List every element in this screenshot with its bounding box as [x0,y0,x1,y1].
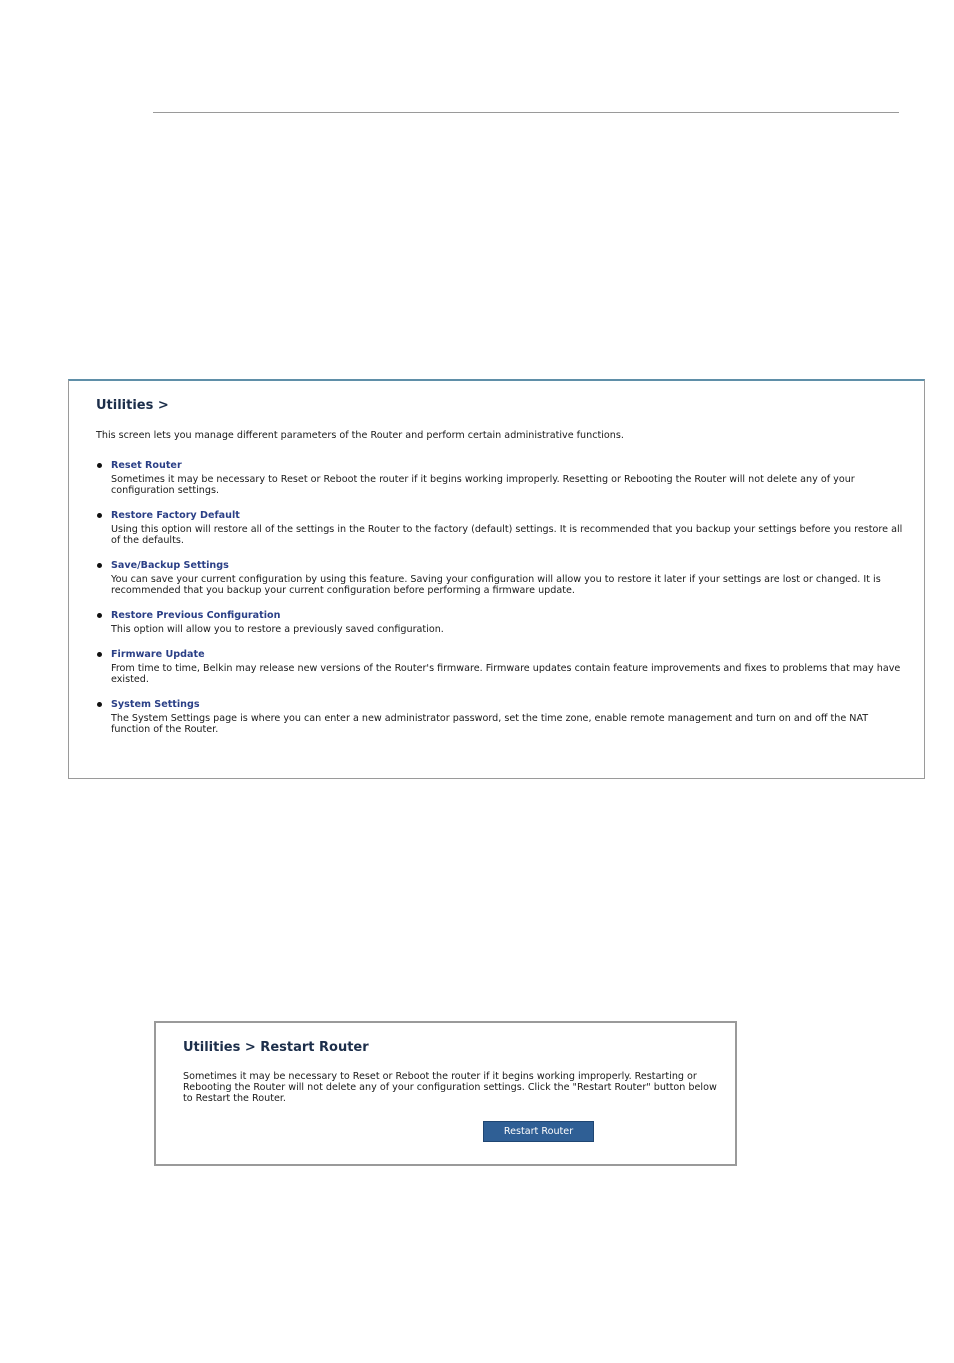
restore-factory-default-description: Using this option will restore all of the settings in the Router to the factory (default) settings. It is recommended that you backup your settings before you restore all of the defaults. [111,524,903,546]
utilities-list [96,460,904,735]
bullet-icon [97,513,102,518]
restart-router-title: Utilities > Restart Router [183,1040,369,1055]
restore-previous-configuration-link[interactable]: Restore Previous Configuration [111,610,281,621]
list-item-save-backup-settings [96,560,904,596]
reset-router-link[interactable]: Reset Router [111,460,182,471]
restart-router-panel [154,1021,737,1166]
bullet-icon [97,613,102,618]
restore-factory-default-link[interactable]: Restore Factory Default [111,510,240,521]
restart-router-description: Sometimes it may be necessary to Reset or Reboot the router if it begins working improperly. Restarting or Rebooting the Router will not delete any of your configuration settings. Click the "Restart Router" button below to Restart the Router. [183,1071,717,1104]
restore-previous-configuration-description: This option will allow you to restore a previously saved configuration. [111,624,444,635]
utilities-title: Utilities > [96,398,169,413]
bullet-icon [97,563,102,568]
save-backup-settings-link[interactable]: Save/Backup Settings [111,560,229,571]
utilities-intro: This screen lets you manage different parameters of the Router and perform certain administrative functions. [96,430,624,441]
bullet-icon [97,702,102,707]
system-settings-description: The System Settings page is where you can enter a new administrator password, set the time zone, enable remote management and turn on and off the NAT function of the Router. [111,713,869,735]
bullet-icon [97,652,102,657]
reset-router-description: Sometimes it may be necessary to Reset or Reboot the router if it begins working improperly. Resetting or Rebooting the Router will not delete any of your configuration settings. [111,474,855,496]
top-divider [153,112,899,113]
save-backup-settings-description: You can save your current configuration by using this feature. Saving your configuration will allow you to restore it later if your settings are lost or changed. It is recommended that you backup your current configuration before performing a firmware update. [111,574,881,596]
utilities-panel [68,379,925,779]
restart-router-button[interactable]: Restart Router [483,1121,594,1142]
bullet-icon [97,463,102,468]
system-settings-link[interactable]: System Settings [111,699,200,710]
list-item-reset-router [96,460,904,496]
list-item-system-settings [96,699,904,735]
list-item-restore-previous-configuration [96,610,904,635]
firmware-update-link[interactable]: Firmware Update [111,649,205,660]
list-item-restore-factory-default [96,510,904,546]
firmware-update-description: From time to time, Belkin may release new versions of the Router's firmware. Firmware updates contain feature improvements and fixes to problems that may have existed. [111,663,901,685]
list-item-firmware-update [96,649,904,685]
